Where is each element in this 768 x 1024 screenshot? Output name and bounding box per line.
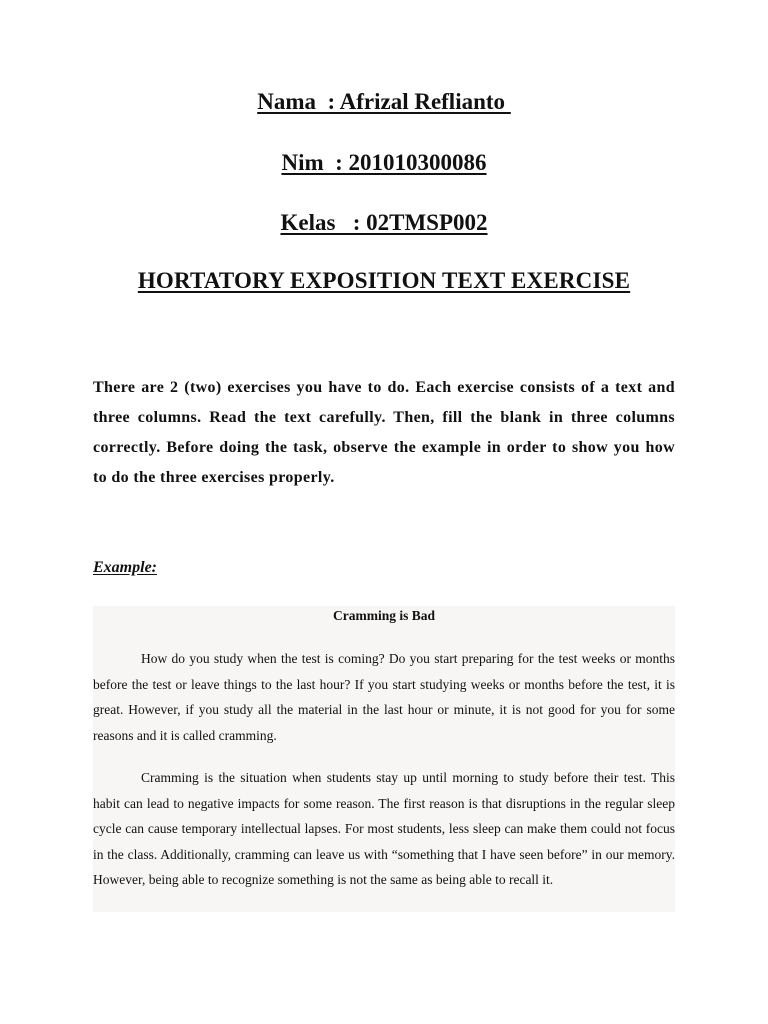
document-title: HORTATORY EXPOSITION TEXT EXERCISE — [137, 268, 631, 293]
student-nim-line: Nim : 201010300086 — [281, 150, 487, 175]
example-paragraph-1: How do you study when the test is coming? Do you start preparing for the test weeks or months before the test or leave things to the last hour? If you start studying weeks or months before the test, it is great. However, if you study all the material in the last hour or minute, it is not good for you for some reasons and it is called cramming. — [93, 651, 675, 743]
instructions-paragraph: There are 2 (two) exercises you have to do. Each exercise consists of a text and three columns. Read the text carefully. Then, fill the blank in three columns correctly. Before doing the task, observe the example in order to show you how to do the three exercises properly. — [93, 379, 675, 486]
student-name-line: Nama : Afrizal Reflianto — [257, 89, 511, 114]
student-class-line: Kelas : 02TMSP002 — [280, 210, 488, 235]
example-text-box — [93, 606, 675, 912]
example-paragraph-2: Cramming is the situation when students stay up until morning to study before their test. This habit can lead to negative impacts for some reason. The first reason is that disruptions in the regular sleep cycle can cause temporary intellectual lapses. For most students, less sleep can make them could not focus in the class. Additionally, cramming can leave us with “something that I have seen before” in our memory. However, being able to recognize something is not the same as being able to recall it. — [93, 770, 675, 887]
example-label: Example: — [93, 559, 157, 576]
example-title: Cramming is Bad — [332, 608, 435, 623]
